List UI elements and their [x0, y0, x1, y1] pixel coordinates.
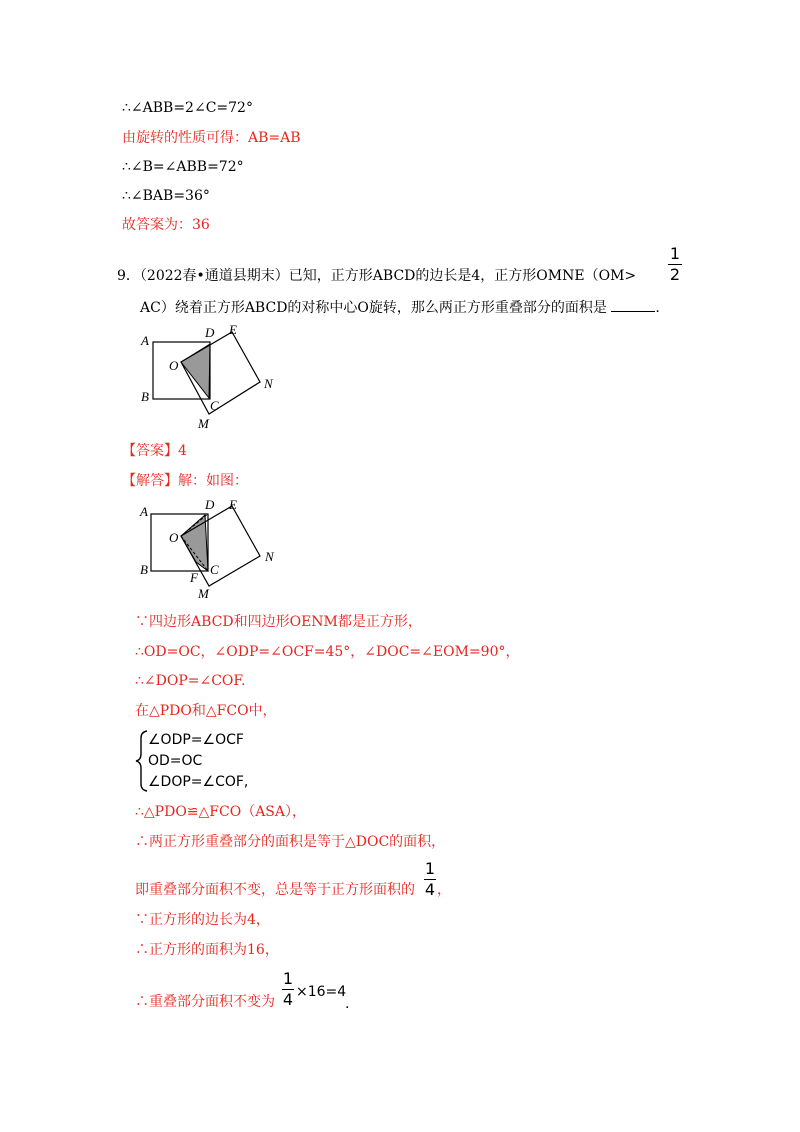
prev-line-4: ∴∠BAB=36°: [122, 188, 210, 204]
final-expression: ×16=4: [296, 984, 347, 1000]
label-n: N: [264, 376, 273, 391]
prev-line-2: 由旋转的性质可得：AB=AB: [122, 130, 301, 146]
label-e: E: [229, 322, 237, 337]
label-o: O: [169, 530, 179, 545]
label-a: A: [141, 333, 149, 348]
fraction-half: [668, 245, 682, 284]
question-9: [117, 266, 636, 286]
solution-step-1: ∵四边形ABCD和四边形OENM都是正方形，: [135, 614, 422, 630]
prev-answer: 故答案为：36: [122, 217, 210, 233]
fraction-numerator: 1: [424, 859, 436, 878]
solution-step-7: [135, 880, 415, 900]
prev-line-3: ∴∠B=∠ABB=72°: [122, 159, 244, 175]
label-e: E: [229, 497, 237, 512]
step-7-end: ，: [437, 882, 451, 898]
fraction-quarter-2: [282, 970, 294, 1009]
fraction-quarter: [424, 860, 436, 899]
label-b: B: [141, 389, 149, 404]
step-10-text: ∴重叠部分面积不变为: [135, 994, 275, 1010]
label-c: C: [210, 562, 219, 577]
brace-line-2: OD=OC: [148, 753, 203, 769]
figure-2: [136, 494, 286, 602]
label-c: C: [210, 398, 219, 413]
solution-step-10: [135, 992, 275, 1012]
label-d: D: [205, 497, 215, 512]
solution-heading: 【解答】解：如图：: [122, 473, 248, 489]
solution-step-5: ∴△PDO≌△FCO（ASA），: [135, 804, 307, 820]
fraction-denominator: 4: [424, 880, 436, 899]
fraction-denominator: 4: [282, 990, 294, 1009]
final-period: .: [345, 996, 350, 1012]
answer-blank: [611, 299, 655, 312]
label-a: A: [140, 504, 148, 519]
solution-step-2: ∴OD=OC，∠ODP=∠OCF=45°，∠DOC=∠EOM=90°，: [135, 644, 520, 660]
label-n: N: [265, 549, 274, 564]
solution-step-6: ∴两正方形重叠部分的面积是等于△DOC的面积，: [135, 834, 446, 850]
solution-step-9: ∴正方形的面积为16，: [135, 942, 279, 958]
fraction-denominator: 2: [669, 265, 681, 284]
label-b: B: [140, 562, 148, 577]
label-m: M: [198, 416, 209, 431]
fraction-numerator: 1: [282, 969, 294, 988]
question-line-2: [140, 298, 660, 318]
brace-line-1: ∠ODP=∠OCF: [148, 732, 244, 748]
answer-line: 【答案】4: [122, 443, 187, 459]
label-f: F: [190, 570, 198, 585]
prev-line-1: ∴∠ABB=2∠C=72°: [122, 100, 253, 116]
label-m: M: [198, 586, 209, 601]
step-7-text: 即重叠部分面积不变，总是等于正方形面积的: [135, 882, 415, 898]
solution-step-8: ∵正方形的边长为4，: [135, 912, 270, 928]
solution-step-3: ∴∠DOP=∠COF.: [135, 673, 246, 689]
question-line-1: （2022春•通道县期末）已知，正方形ABCD的边长是4，正方形OMNE（OM>: [139, 268, 637, 284]
figure-1: [136, 320, 286, 435]
question-text: AC）绕着正方形ABCD的对称中心O旋转，那么两正方形重叠部分的面积是: [140, 300, 607, 316]
solution-step-4: 在△PDO和△FCO中，: [135, 703, 277, 719]
left-brace: [135, 730, 149, 792]
question-end: .: [655, 300, 660, 316]
label-d: D: [205, 325, 215, 340]
brace-line-3: ∠DOP=∠COF,: [148, 774, 249, 790]
label-o: O: [169, 358, 179, 373]
fraction-numerator: 1: [669, 244, 681, 263]
question-number: 9．: [117, 268, 140, 284]
